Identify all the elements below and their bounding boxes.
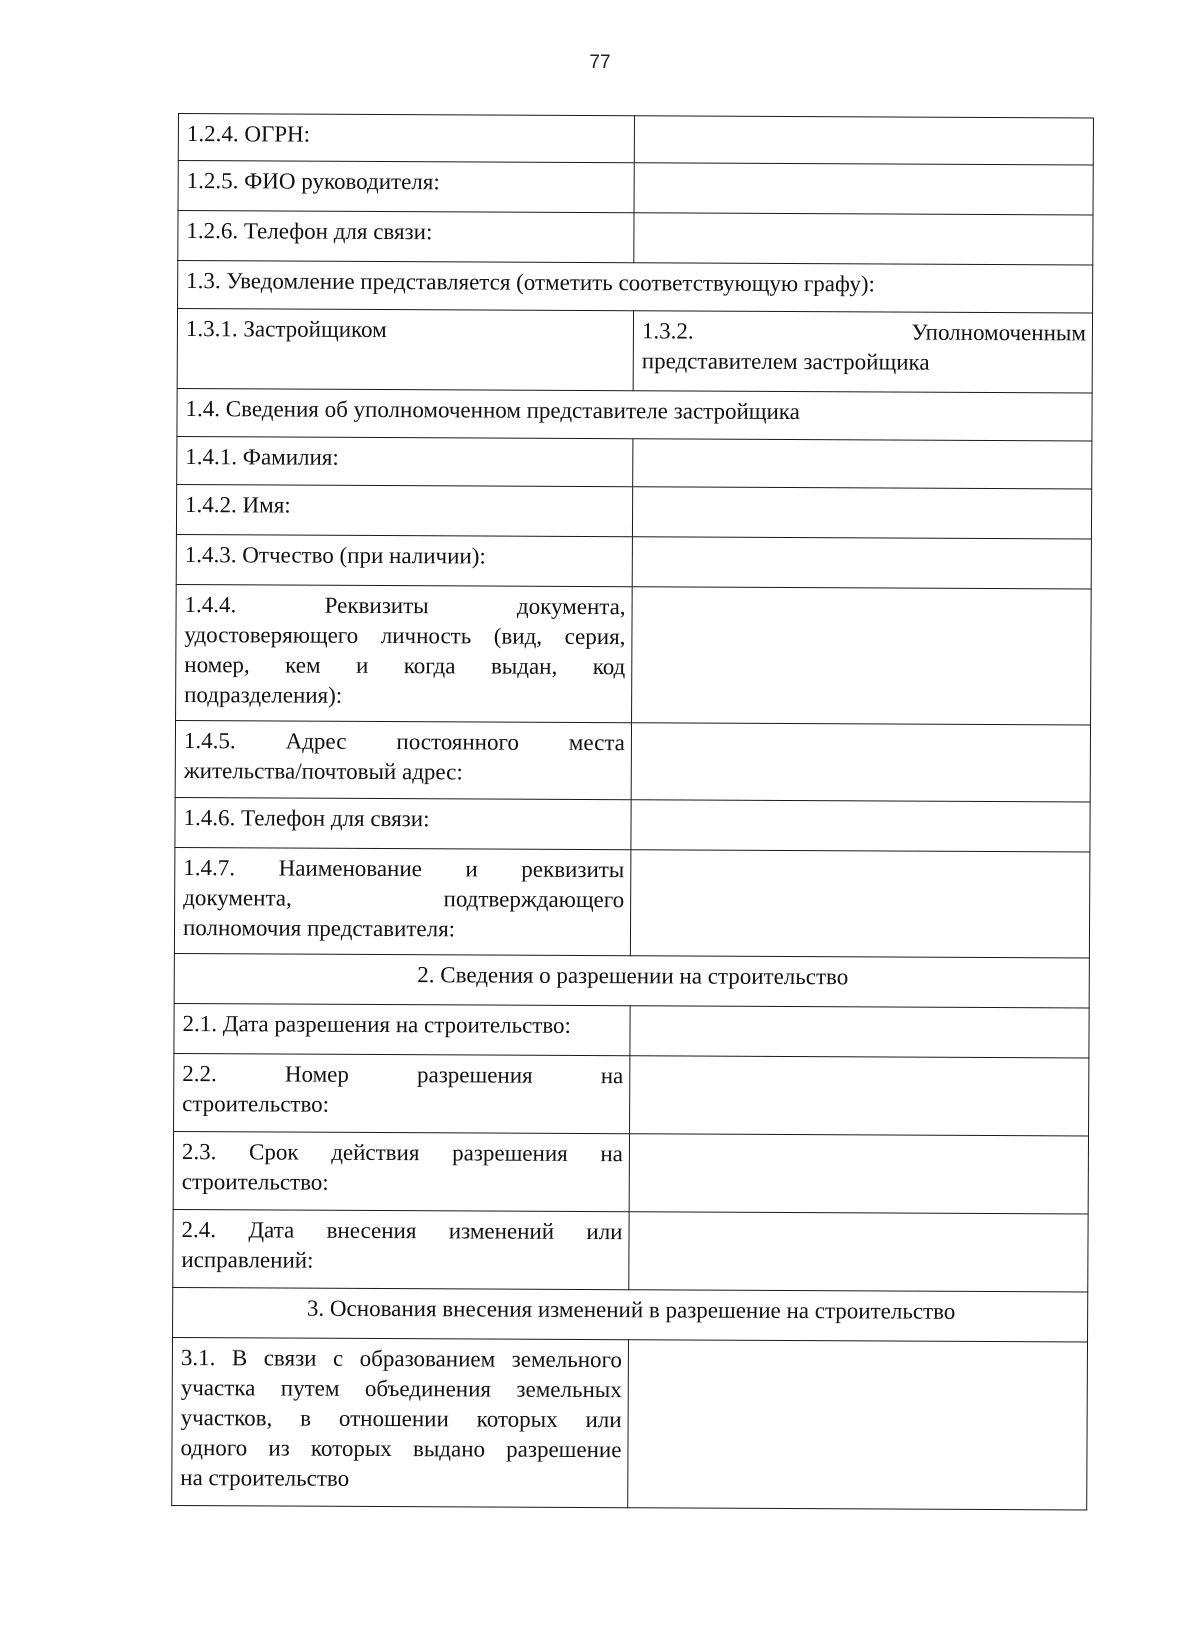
amendment-date-value-field[interactable] bbox=[629, 1212, 1088, 1292]
permit-number-label bbox=[174, 1053, 630, 1133]
notification-submitter-heading: 1.3. Уведомление представляется (отметить соответствующую графу): bbox=[178, 261, 1093, 313]
notification-form-table bbox=[171, 113, 1094, 1510]
table-row bbox=[175, 797, 1090, 851]
authorized-representative-choice-cell[interactable] bbox=[633, 311, 1092, 393]
permit-number-value-field[interactable] bbox=[630, 1056, 1089, 1136]
identity-document-line3: номер, кем и когда выдан, код bbox=[184, 652, 626, 680]
representative-phone-label: 1.4.6. Телефон для связи: bbox=[175, 797, 631, 849]
representative-info-heading: 1.4. Сведения об уполномоченном представителе застройщика bbox=[177, 388, 1092, 440]
amendment-date-line2: исправлений: bbox=[181, 1247, 314, 1273]
authority-document-label bbox=[174, 847, 631, 955]
permit-validity-line2: строительство: bbox=[181, 1169, 329, 1195]
company-phone-value-field[interactable] bbox=[634, 213, 1093, 265]
first-name-value-field[interactable] bbox=[632, 487, 1091, 539]
land-merge-line2: участка путем объединения земельных bbox=[180, 1375, 622, 1403]
table-row bbox=[178, 211, 1093, 265]
authority-document-line3: полномочия представителя: bbox=[182, 915, 456, 942]
table-row bbox=[178, 114, 1093, 165]
permit-date-value-field[interactable] bbox=[630, 1006, 1089, 1058]
permit-validity-line1: 2.3. Срок действия разрешения на bbox=[181, 1139, 623, 1167]
section-2-heading: 2. Сведения о разрешении на строительство bbox=[174, 953, 1089, 1007]
choice-number: 1.3.2. bbox=[641, 318, 694, 344]
identity-document-label bbox=[176, 584, 633, 722]
page-number: 77 bbox=[589, 52, 611, 73]
director-name-value-field[interactable] bbox=[634, 163, 1093, 215]
table-row bbox=[175, 720, 1090, 801]
developer-choice-cell[interactable]: 1.3.1. Застройщиком bbox=[177, 309, 633, 391]
permit-date-label: 2.1. Дата разрешения на строительство: bbox=[174, 1003, 630, 1055]
section-3-heading: 3. Основания внесения изменений в разрешение на строительство bbox=[173, 1287, 1088, 1341]
land-merge-line5: на строительство bbox=[180, 1465, 350, 1491]
land-merge-ground-label bbox=[172, 1337, 629, 1507]
first-name-label: 1.4.2. Имя: bbox=[176, 484, 632, 536]
permit-number-line2: строительство: bbox=[182, 1091, 330, 1117]
table-row bbox=[173, 1131, 1088, 1213]
address-value-field[interactable] bbox=[631, 723, 1090, 802]
choice-text-line2: представителем застройщика bbox=[641, 348, 930, 375]
identity-document-value-field[interactable] bbox=[632, 587, 1092, 725]
amendment-date-label bbox=[173, 1209, 629, 1289]
table-row bbox=[176, 534, 1091, 588]
surname-value-field[interactable] bbox=[633, 439, 1092, 489]
director-name-label: 1.2.5. ФИО руководителя: bbox=[178, 161, 634, 213]
amendment-date-line1: 2.4. Дата внесения изменений или bbox=[181, 1217, 623, 1245]
land-merge-line4: одного из которых выдано разрешение bbox=[180, 1435, 622, 1463]
land-merge-ground-value-field[interactable] bbox=[628, 1340, 1088, 1510]
table-row bbox=[173, 1209, 1088, 1291]
ogrn-value-field[interactable] bbox=[634, 116, 1093, 165]
table-row bbox=[177, 388, 1092, 440]
table-row bbox=[173, 1287, 1088, 1341]
table-row bbox=[174, 953, 1089, 1007]
identity-document-line1: 1.4.4. Реквизиты документа, bbox=[184, 592, 626, 620]
table-row bbox=[172, 1337, 1088, 1509]
permit-validity-label bbox=[173, 1131, 629, 1211]
patronymic-value-field[interactable] bbox=[632, 537, 1091, 589]
identity-document-line2: удостоверяющего личность (вид, серия, bbox=[184, 622, 626, 650]
table-row bbox=[176, 584, 1092, 724]
address-line1: 1.4.5. Адрес постоянного места bbox=[183, 728, 625, 756]
table-row bbox=[178, 161, 1093, 215]
authority-document-line1: 1.4.7. Наименование и реквизиты bbox=[183, 855, 625, 883]
company-phone-label: 1.2.6. Телефон для связи: bbox=[178, 211, 634, 263]
identity-document-line4: подразделения): bbox=[184, 682, 343, 708]
authority-document-line2: документа, подтверждающего bbox=[183, 885, 625, 913]
patronymic-label: 1.4.3. Отчество (при наличии): bbox=[176, 534, 632, 586]
address-line2: жительства/почтовый адрес: bbox=[183, 758, 463, 785]
table-row bbox=[176, 484, 1091, 538]
choice-text: Уполномоченным bbox=[911, 319, 1086, 346]
land-merge-line3: участков, в отношении которых или bbox=[180, 1405, 622, 1433]
table-row bbox=[177, 436, 1092, 488]
table-row bbox=[178, 261, 1093, 313]
representative-phone-value-field[interactable] bbox=[631, 800, 1090, 852]
permit-number-line1: 2.2. Номер разрешения на bbox=[182, 1061, 624, 1089]
land-merge-line1: 3.1. В связи с образованием земельного bbox=[180, 1345, 622, 1373]
address-label bbox=[175, 720, 631, 799]
table-row bbox=[174, 847, 1090, 957]
permit-validity-value-field[interactable] bbox=[629, 1134, 1088, 1214]
surname-label: 1.4.1. Фамилия: bbox=[177, 436, 633, 486]
table-row bbox=[177, 309, 1092, 393]
table-row bbox=[174, 1003, 1089, 1057]
ogrn-label: 1.2.4. ОГРН: bbox=[178, 114, 634, 163]
table-row bbox=[174, 1053, 1089, 1135]
authority-document-value-field[interactable] bbox=[630, 850, 1090, 958]
